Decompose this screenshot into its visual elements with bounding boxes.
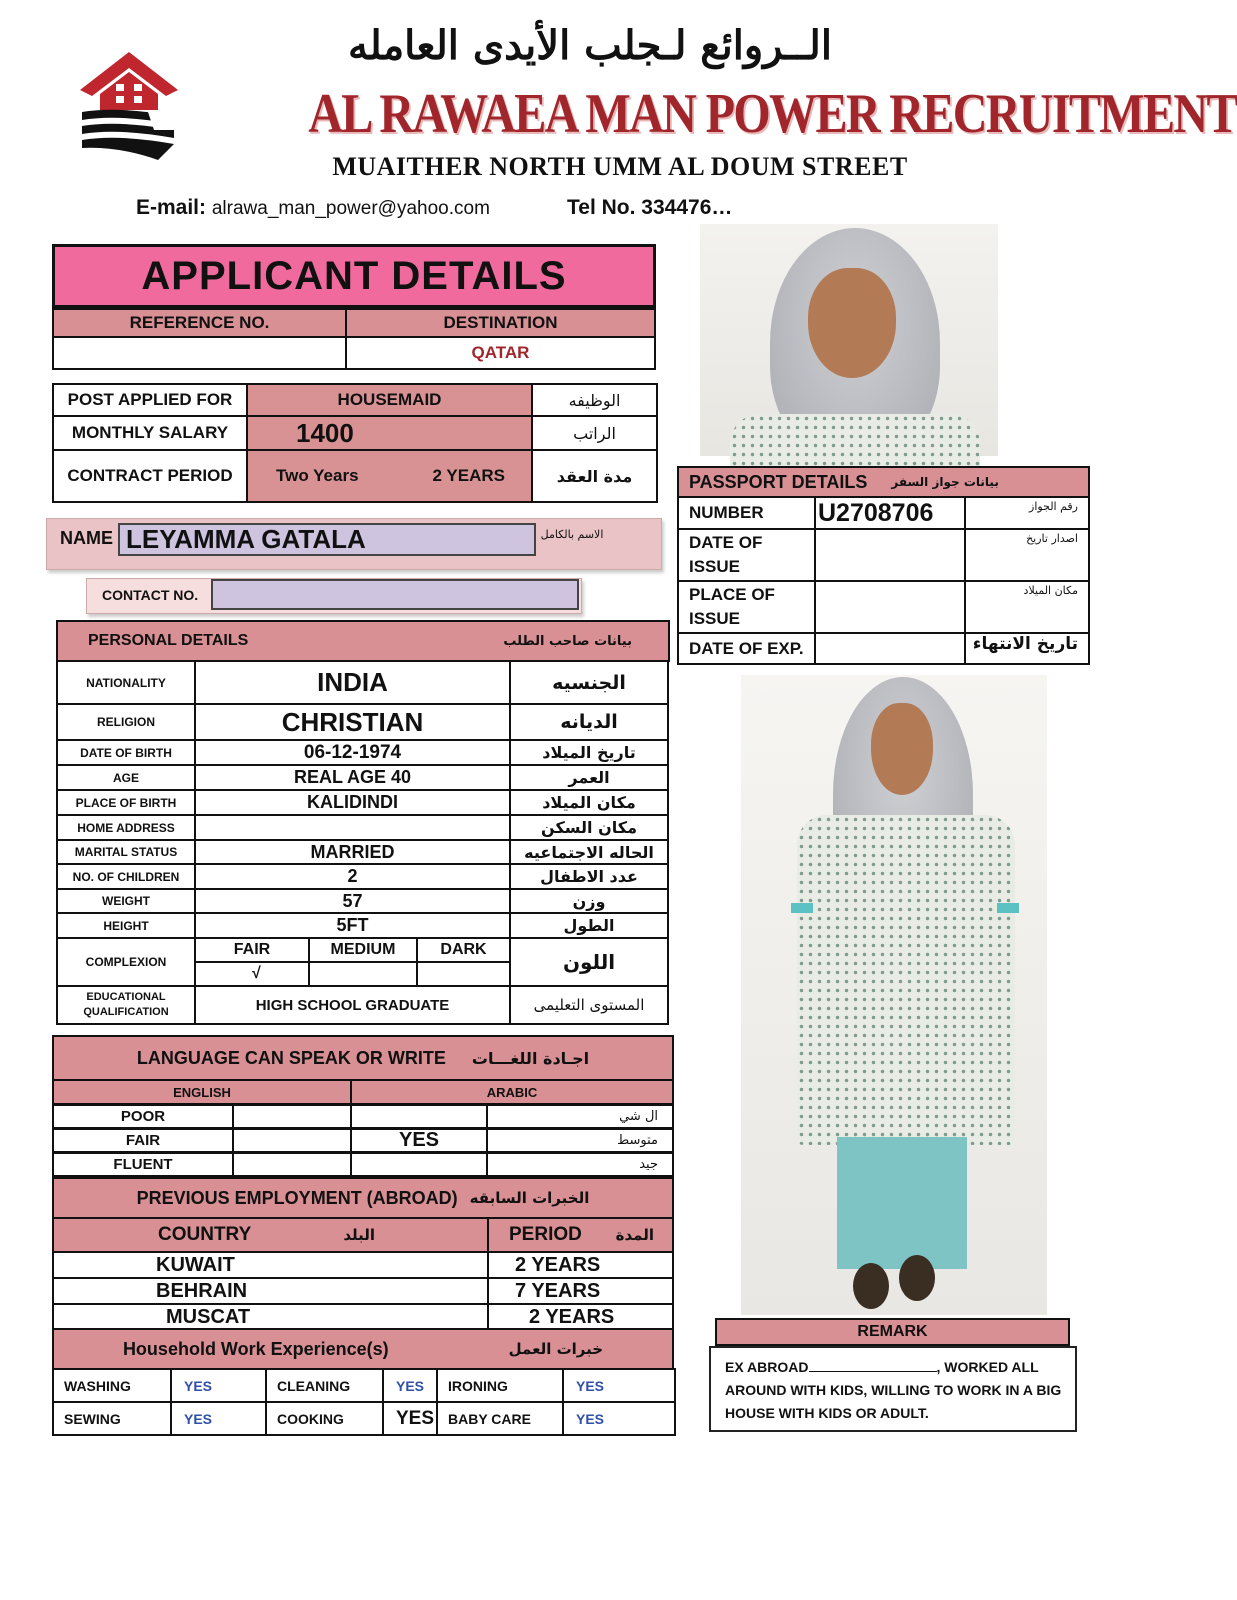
- complexion-arabic-label: اللون: [509, 937, 669, 987]
- employment-country: MUSCAT: [52, 1303, 489, 1331]
- education-value: HIGH SCHOOL GRADUATE: [194, 985, 511, 1025]
- household-skill-label: WASHING: [52, 1368, 172, 1403]
- personal-row-label: WEIGHT: [56, 888, 196, 914]
- company-arabic-name: الــروائع لـجلب الأيدى العامله: [348, 22, 832, 69]
- household-title-arabic: خبرات العمل: [508, 1340, 604, 1358]
- post-value: HOUSEMAID: [246, 383, 533, 417]
- telephone-line: [567, 196, 732, 220]
- passport-row-value: [814, 632, 966, 665]
- period-arabic-label: المدة: [615, 1226, 654, 1244]
- name-field[interactable]: LEYAMMA GATALA: [118, 523, 536, 556]
- remark-box: [709, 1346, 1077, 1432]
- personal-row-value: MARRIED: [194, 839, 511, 865]
- language-level-label: FAIR: [52, 1128, 234, 1153]
- complexion-option-dark: DARK: [416, 937, 511, 963]
- tel-number: 334476…: [641, 196, 733, 219]
- passport-title: PASSPORT DETAILS: [689, 471, 868, 492]
- company-name: AL RAWAEA MAN POWER RECRUITMENT: [308, 83, 1237, 145]
- remark-blank: [809, 1359, 937, 1372]
- personal-row-arabic: الحاله الاجتماعيه: [509, 839, 669, 865]
- personal-row-arabic: وزن: [509, 888, 669, 914]
- personal-row-arabic: الجنسيه: [509, 660, 669, 705]
- passport-row-arabic: اصدار تاريخ: [964, 528, 1090, 582]
- language-level-label: POOR: [52, 1104, 234, 1129]
- applicant-details-banner: APPLICANT DETAILS: [52, 244, 656, 308]
- reference-value: [52, 336, 347, 370]
- passport-row-value: [814, 528, 966, 582]
- household-skill-label: COOKING: [265, 1401, 384, 1436]
- personal-row-value: REAL AGE 40: [194, 764, 511, 791]
- company-logo: [78, 50, 180, 162]
- contract-value-cell: [246, 449, 533, 503]
- passport-header: [677, 466, 1090, 498]
- personal-row-label: NATIONALITY: [56, 660, 196, 705]
- name-arabic-label: الاسم بالكامل: [540, 528, 604, 541]
- employment-period: 2 YEARS: [487, 1251, 674, 1279]
- salary-value: 1400: [246, 415, 533, 451]
- household-skill-label: CLEANING: [265, 1368, 384, 1403]
- reference-label: REFERENCE NO.: [52, 308, 347, 338]
- email-label: E-mail:: [136, 196, 207, 219]
- personal-row-value: 5FT: [194, 912, 511, 939]
- personal-row-arabic: الطول: [509, 912, 669, 939]
- personal-row-arabic: تاريخ الميلاد: [509, 739, 669, 766]
- language-header: [52, 1035, 674, 1081]
- personal-row-label: MARITAL STATUS: [56, 839, 196, 865]
- personal-row-arabic: عدد الاطفال: [509, 863, 669, 890]
- household-skill-value: YES: [170, 1401, 267, 1436]
- contact-label: CONTACT NO.: [102, 587, 199, 603]
- language-english-mark: [232, 1104, 352, 1129]
- personal-row-arabic: العمر: [509, 764, 669, 791]
- post-label: POST APPLIED FOR: [52, 383, 248, 417]
- tel-label: Tel No.: [567, 196, 636, 219]
- personal-row-label: HOME ADDRESS: [56, 814, 196, 841]
- personal-row-value: [194, 814, 511, 841]
- education-label-line2: QUALIFICATION: [83, 1006, 169, 1018]
- personal-row-value: 06-12-1974: [194, 739, 511, 766]
- passport-row-label: PLACE OF ISSUE: [677, 580, 816, 634]
- contract-label: CONTRACT PERIOD: [52, 449, 248, 503]
- language-title-arabic: اجـادة اللغـــات: [471, 1048, 590, 1068]
- complexion-label: COMPLEXION: [56, 937, 196, 987]
- household-skill-value: YES: [170, 1368, 267, 1403]
- household-header: [52, 1328, 674, 1370]
- passport-row-label: DATE OF EXP.: [677, 632, 816, 665]
- personal-row-value: KALIDINDI: [194, 789, 511, 816]
- language-level-arabic: ال شي: [486, 1104, 674, 1129]
- personal-row-label: RELIGION: [56, 703, 196, 741]
- email-line: [136, 196, 490, 220]
- language-level-arabic: متوسط: [486, 1128, 674, 1153]
- household-skill-value: YES: [382, 1368, 438, 1403]
- period-label: PERIOD: [509, 1224, 582, 1245]
- personal-row-value: CHRISTIAN: [194, 703, 511, 741]
- language-arabic-mark: [350, 1104, 488, 1129]
- employment-country: KUWAIT: [52, 1251, 489, 1279]
- language-level-label: FLUENT: [52, 1152, 234, 1177]
- applicant-portrait-photo: [700, 224, 998, 456]
- household-skill-value: YES: [382, 1401, 438, 1436]
- language-arabic-mark: YES: [350, 1128, 488, 1153]
- passport-row-arabic: تاريخ الانتهاء: [964, 632, 1090, 665]
- household-skill-value: YES: [562, 1401, 676, 1436]
- passport-row-arabic: مكان الميلاد: [964, 580, 1090, 634]
- salary-label: MONTHLY SALARY: [52, 415, 248, 451]
- remark-text: , WORKED ALL AROUND WITH KIDS, WILLING TO WORK IN A BIG HOUSE WITH KIDS OR ADULT.: [725, 1359, 1062, 1421]
- applicant-full-length-photo: [741, 675, 1047, 1315]
- complexion-mark-dark: [416, 961, 511, 987]
- personal-row-label: AGE: [56, 764, 196, 791]
- language-level-arabic: جيد: [486, 1152, 674, 1177]
- passport-row-value: [814, 580, 966, 634]
- employment-header: [52, 1177, 674, 1219]
- personal-row-arabic: الديانه: [509, 703, 669, 741]
- company-address: MUAITHER NORTH UMM AL DOUM STREET: [332, 152, 908, 181]
- contract-value: 2 YEARS: [432, 466, 505, 485]
- personal-row-label: DATE OF BIRTH: [56, 739, 196, 766]
- language-title: LANGUAGE CAN SPEAK OR WRITE: [136, 1047, 446, 1068]
- employment-title: PREVIOUS EMPLOYMENT (ABROAD): [136, 1187, 458, 1208]
- household-skill-label: SEWING: [52, 1401, 172, 1436]
- personal-row-value: INDIA: [194, 660, 511, 705]
- passport-title-arabic: بيانات جواز السفر: [891, 475, 999, 489]
- destination-value: QATAR: [345, 336, 656, 370]
- employment-period: 2 YEARS: [487, 1303, 674, 1331]
- contract-arabic-label: مدة العقد: [531, 449, 658, 503]
- name-label: NAME: [60, 528, 113, 548]
- period-column-label: [487, 1217, 674, 1253]
- personal-row-label: HEIGHT: [56, 912, 196, 939]
- complexion-mark-medium: [308, 961, 418, 987]
- email-address[interactable]: alrawa_man_power@yahoo.com: [211, 198, 490, 219]
- contract-value-words: Two Years: [276, 466, 359, 485]
- language-english-mark: [232, 1128, 352, 1153]
- education-arabic-label: المستوى التعليمى: [509, 985, 669, 1025]
- post-arabic-label: الوظيفه: [531, 383, 658, 417]
- education-label-line1: EDUCATIONAL: [86, 991, 166, 1003]
- complexion-option-medium: MEDIUM: [308, 937, 418, 963]
- passport-row-value: U2708706: [814, 496, 966, 530]
- education-label: [56, 985, 196, 1025]
- personal-row-label: NO. OF CHILDREN: [56, 863, 196, 890]
- contact-field[interactable]: [211, 579, 579, 610]
- household-title: Household Work Experience(s): [122, 1338, 389, 1359]
- household-skill-value: YES: [562, 1368, 676, 1403]
- complexion-mark-fair: √: [194, 961, 310, 987]
- english-column-label: ENGLISH: [52, 1079, 352, 1105]
- complexion-option-fair: FAIR: [194, 937, 310, 963]
- arabic-column-label: ARABIC: [350, 1079, 674, 1105]
- personal-row-value: 2: [194, 863, 511, 890]
- personal-details-header: [56, 620, 670, 662]
- personal-details-title: PERSONAL DETAILS: [88, 632, 249, 649]
- country-arabic-label: البلد: [343, 1226, 375, 1244]
- destination-label: DESTINATION: [345, 308, 656, 338]
- language-english-mark: [232, 1152, 352, 1177]
- employment-country: BEHRAIN: [52, 1277, 489, 1305]
- remark-header: REMARK: [715, 1318, 1070, 1346]
- personal-row-arabic: مكان الميلاد: [509, 789, 669, 816]
- language-arabic-mark: [350, 1152, 488, 1177]
- personal-row-arabic: مكان السكن: [509, 814, 669, 841]
- household-skill-label: IRONING: [436, 1368, 564, 1403]
- employment-title-arabic: الخبرات السابقه: [469, 1189, 590, 1207]
- passport-row-arabic: رقم الجواز: [964, 496, 1090, 530]
- remark-prefix: EX ABROAD: [725, 1359, 809, 1375]
- country-column-label: [52, 1217, 489, 1253]
- household-skill-label: BABY CARE: [436, 1401, 564, 1436]
- personal-details-title-arabic: بيانات صاحب الطلب: [503, 633, 632, 649]
- passport-row-label: DATE OF ISSUE: [677, 528, 816, 582]
- country-label: COUNTRY: [158, 1224, 252, 1245]
- personal-row-label: PLACE OF BIRTH: [56, 789, 196, 816]
- personal-row-value: 57: [194, 888, 511, 914]
- employment-period: 7 YEARS: [487, 1277, 674, 1305]
- salary-arabic-label: الراتب: [531, 415, 658, 451]
- passport-row-label: NUMBER: [677, 496, 816, 530]
